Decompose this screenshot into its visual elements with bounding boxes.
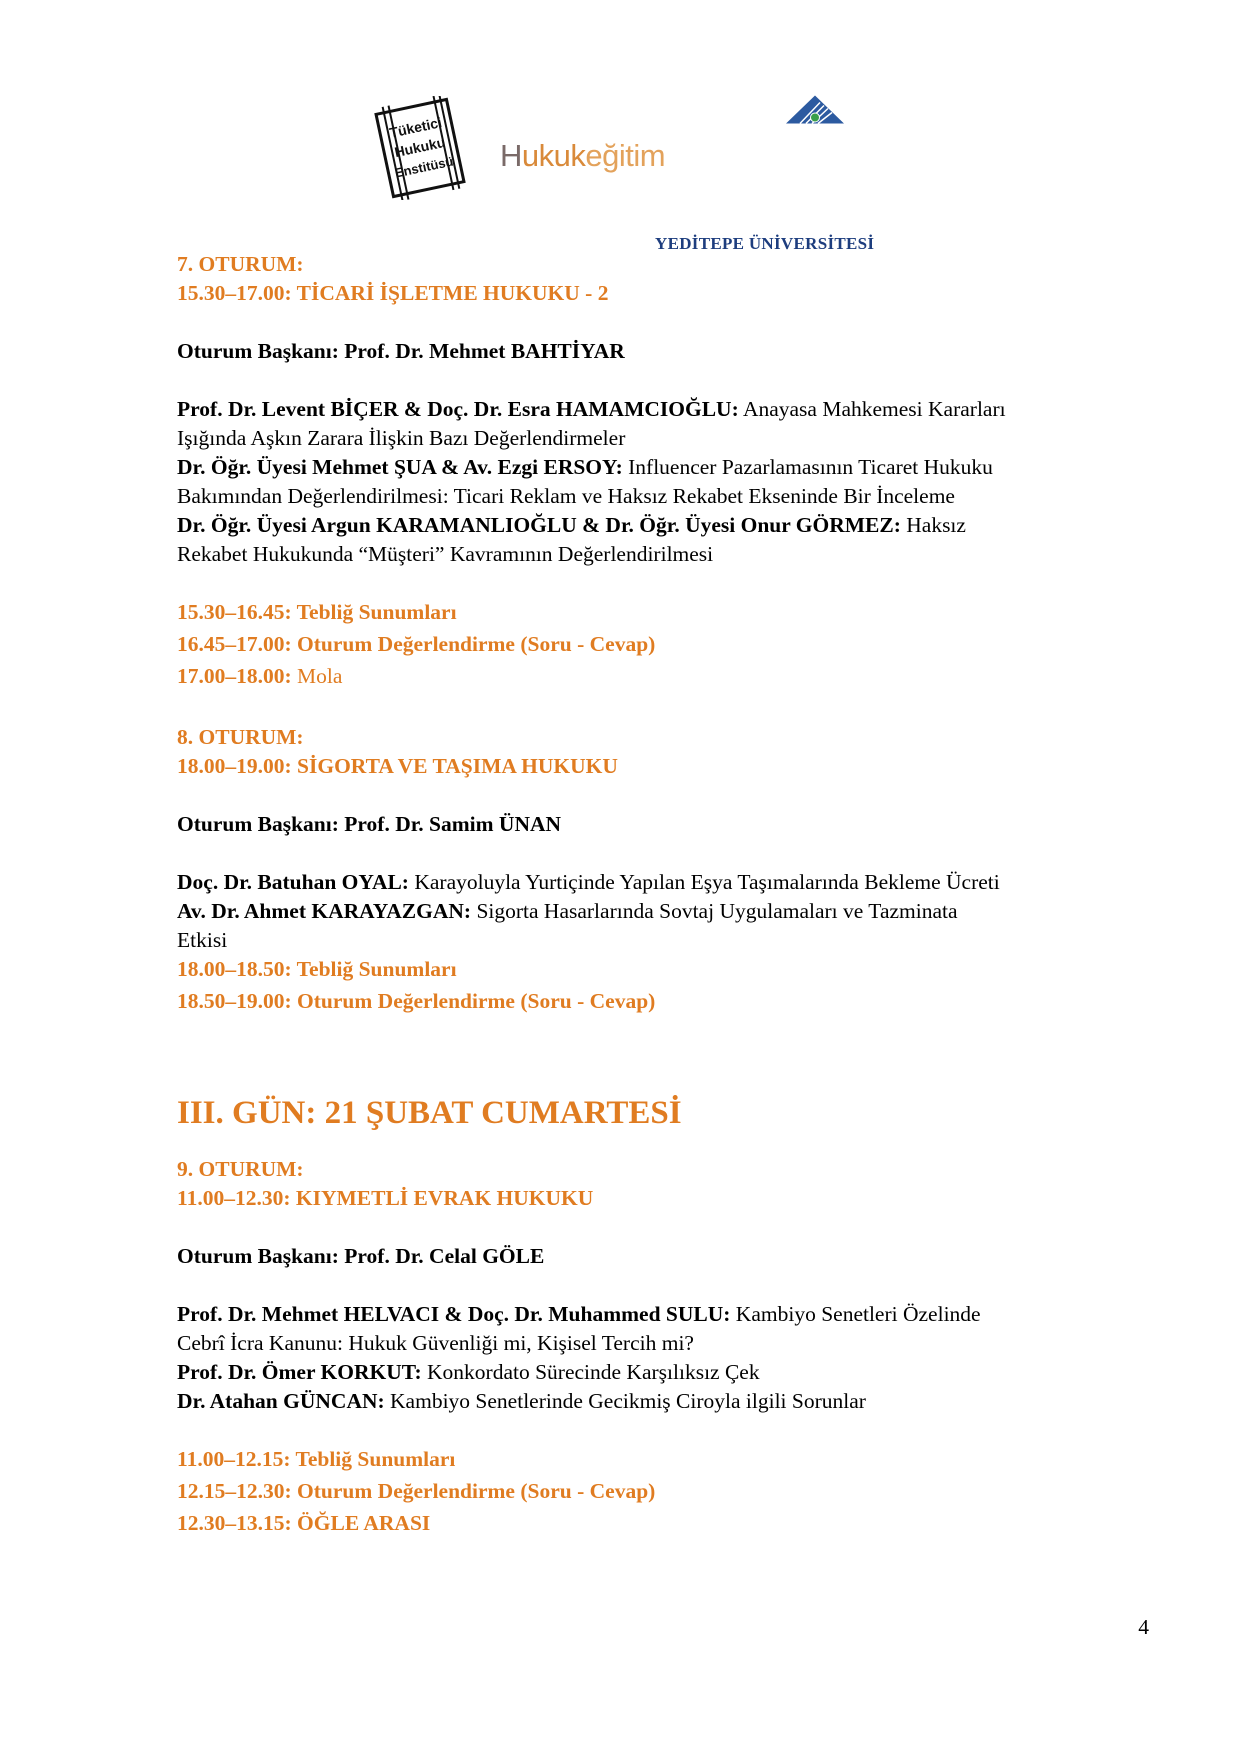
yeditepe-logo-text: YEDİTEPE ÜNİVERSİTESİ [655, 234, 875, 253]
session-8 [177, 723, 1137, 1016]
paper-item: Prof. Dr. Mehmet HELVACI & Doç. Dr. Muhammed SULU: Kambiyo Senetleri Özelinde Cebrî İcra Kanunu: Hukuk Güvenliği mi, Kişisel Tercih mi? [177, 1302, 981, 1355]
session-7 [177, 250, 1137, 691]
paper-item: Dr. Atahan GÜNCAN: Kambiyo Senetlerinde Gecikmiş Ciroyla ilgili Sorunlar [177, 1389, 866, 1413]
schedule-line: 12.30–13.15: ÖĞLE ARASI [177, 1511, 431, 1535]
paper-item: Av. Dr. Ahmet KARAYAZGAN: Sigorta Hasarlarında Sovtaj Uygulamaları ve Tazminata Etkisi [177, 899, 958, 952]
program-content [177, 250, 1137, 1541]
session-chair: Oturum Başkanı: Prof. Dr. Celal GÖLE [177, 1244, 545, 1268]
page-number: 4 [1138, 1615, 1149, 1639]
schedule-line: 12.15–12.30: Oturum Değerlendirme (Soru - Cevap) [177, 1479, 656, 1503]
session-heading: 7. OTURUM: [177, 252, 304, 276]
session-title: 18.00–19.00: SİGORTA VE TAŞIMA HUKUKU [177, 754, 618, 778]
session-heading: 9. OTURUM: [177, 1157, 304, 1181]
schedule-line: 18.00–18.50: Tebliğ Sunumları [177, 957, 457, 981]
paper-item: Dr. Öğr. Üyesi Argun KARAMANLIOĞLU & Dr. Öğr. Üyesi Onur GÖRMEZ: Haksız Rekabet Hukukunda “Müşteri” Kavramının Değerlendirilmesi [177, 513, 966, 566]
paper-item: Prof. Dr. Ömer KORKUT: Konkordato Sürecinde Karşılıksız Çek [177, 1360, 760, 1384]
svg-text:Enstitüsü: Enstitüsü [393, 153, 455, 181]
paper-item: Prof. Dr. Levent BİÇER & Doç. Dr. Esra HAMAMCIOĞLU: Anayasa Mahkemesi Kararları Işığında Aşkın Zarara İlişkin Bazı Değerlendirmeler [177, 397, 1006, 450]
session-chair: Oturum Başkanı: Prof. Dr. Samim ÜNAN [177, 812, 562, 836]
schedule-line: 17.00–18.00: Mola [177, 664, 343, 688]
hukukegitim-logo: Hukukeğitim [500, 138, 666, 173]
yeditepe-logo [785, 88, 905, 158]
session-heading: 8. OTURUM: [177, 725, 304, 749]
session-title: 15.30–17.00: TİCARİ İŞLETME HUKUKU - 2 [177, 281, 609, 305]
schedule-line: 11.00–12.15: Tebliğ Sunumları [177, 1447, 456, 1471]
session-chair: Oturum Başkanı: Prof. Dr. Mehmet BAHTİYAR [177, 339, 625, 363]
paper-item: Dr. Öğr. Üyesi Mehmet ŞUA & Av. Ezgi ERSOY: Influencer Pazarlamasının Ticaret Hukuku Bakımından Değerlendirilmesi: Ticari Reklam ve Haksız Rekabet Ekseninde Bir İnceleme [177, 455, 993, 508]
session-9 [177, 1155, 1137, 1538]
header-logos [360, 88, 960, 253]
session-title: 11.00–12.30: KIYMETLİ EVRAK HUKUKU [177, 1186, 594, 1210]
svg-text:Hukuku: Hukuku [393, 133, 447, 161]
paper-item: Doç. Dr. Batuhan OYAL: Karayoluyla Yurtiçinde Yapılan Eşya Taşımalarında Bekleme Ücreti [177, 870, 1000, 894]
tuketici-hukuku-enstitusu-logo [370, 96, 470, 200]
schedule-line: 15.30–16.45: Tebliğ Sunumları [177, 600, 457, 624]
schedule-line: 16.45–17.00: Oturum Değerlendirme (Soru - Cevap) [177, 632, 656, 656]
svg-text:Tüketici: Tüketici [388, 114, 444, 141]
schedule-line: 18.50–19.00: Oturum Değerlendirme (Soru - Cevap) [177, 989, 656, 1013]
day-heading: III. GÜN: 21 ŞUBAT CUMARTESİ [177, 1095, 682, 1131]
